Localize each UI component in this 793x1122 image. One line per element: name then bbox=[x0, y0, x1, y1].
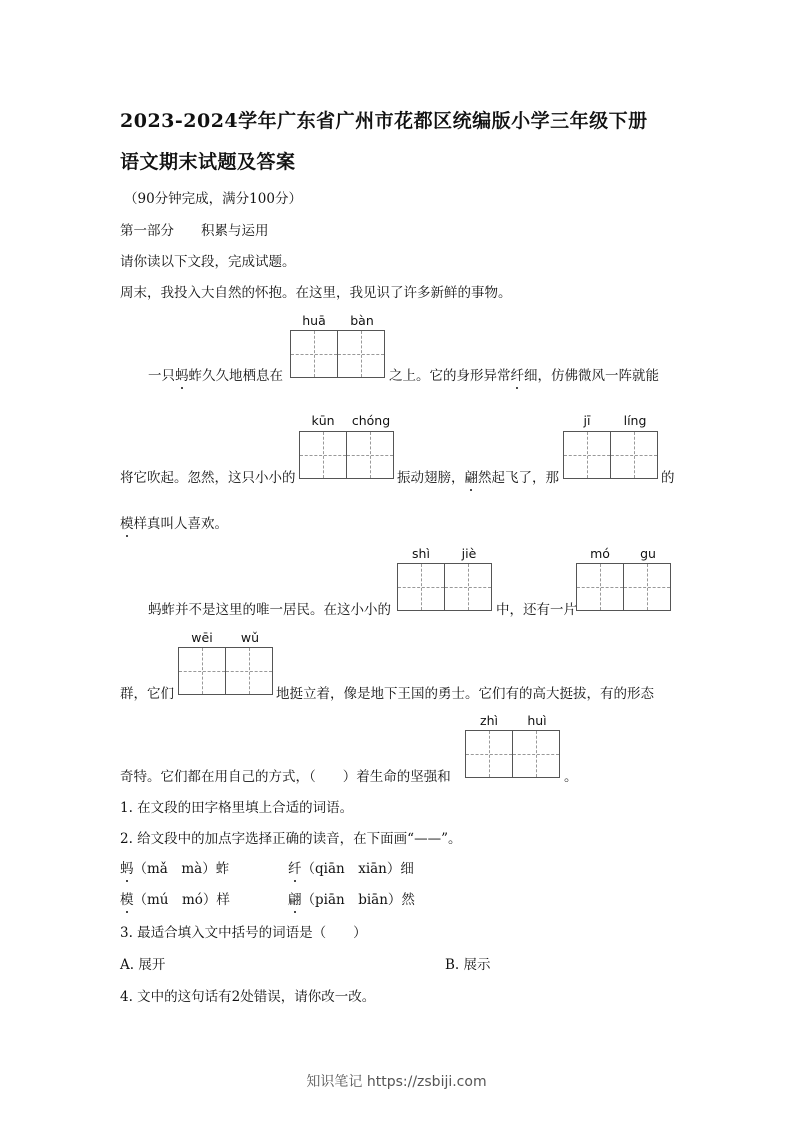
question-3-option-b: B. 展示 bbox=[445, 957, 491, 973]
passage-line-a: 一只蚂蚱久久地栖息在 bbox=[148, 364, 283, 384]
footer-watermark: 知识笔记 https://zsbiji.com bbox=[306, 1074, 487, 1090]
tianzige-cell[interactable] bbox=[346, 431, 394, 479]
section-heading: 第一部分 积累与运用 bbox=[120, 223, 269, 239]
dotted-char-ma: 蚂 bbox=[175, 364, 189, 384]
tianzige-cell[interactable] bbox=[225, 647, 273, 695]
question-4: 4. 文中的这句话有2处错误，请你改一改。 bbox=[120, 989, 376, 1005]
passage-line-d2: 中，还有一片 bbox=[496, 602, 577, 618]
tianzige-cell[interactable] bbox=[444, 563, 492, 611]
tianzige-cell[interactable] bbox=[465, 730, 513, 778]
question-3-option-a: A. 展开 bbox=[120, 957, 166, 973]
tianzige-cell[interactable] bbox=[299, 431, 347, 479]
tianzige-cell[interactable] bbox=[178, 647, 226, 695]
passage-line-b2: 振动翅膀，翩然起飞了，那 bbox=[397, 466, 559, 486]
tianzige-cell[interactable] bbox=[290, 330, 338, 378]
question-1: 1. 在文段的田字格里填上合适的词语。 bbox=[120, 800, 354, 816]
pinyin-huaban: huā bàn bbox=[302, 313, 374, 328]
document-title-line1: 2023-2024学年广东省广州市花都区统编版小学三年级下册 bbox=[120, 110, 648, 132]
tianzige-cell[interactable] bbox=[397, 563, 445, 611]
tianzige-kunchong[interactable] bbox=[299, 431, 394, 479]
tianzige-jiling[interactable] bbox=[563, 431, 658, 479]
tianzige-cell[interactable] bbox=[563, 431, 611, 479]
passage-line-b3: 的 bbox=[661, 470, 675, 486]
exam-duration: （90分钟完成，满分100分） bbox=[124, 191, 302, 207]
question-2: 2. 给文段中的加点字选择正确的读音，在下面画“——”。 bbox=[120, 831, 462, 847]
pinyin-mogu: mó gu bbox=[590, 546, 656, 561]
dotted-char-pian: 翩 bbox=[465, 466, 479, 486]
option-ma: 蚂（mǎ mà）蚱 bbox=[120, 857, 229, 877]
pinyin-kunchong: kūn chóng bbox=[311, 413, 391, 428]
passage-line-e2: 地挺立着，像是地下王国的勇士。它们有的高大挺拔，有的形态 bbox=[276, 686, 654, 702]
passage-line-f1: 奇特。它们都在用自己的方式，（ ）着生命的坚强和 bbox=[120, 769, 451, 785]
dotted-char-qian: 纤 bbox=[511, 364, 525, 384]
pinyin-zhihui: zhì huì bbox=[480, 713, 547, 728]
tianzige-cell[interactable] bbox=[337, 330, 385, 378]
tianzige-huaban[interactable] bbox=[290, 330, 385, 378]
tianzige-cell[interactable] bbox=[576, 563, 624, 611]
tianzige-cell[interactable] bbox=[512, 730, 560, 778]
pinyin-jiling: jī líng bbox=[583, 413, 647, 428]
tianzige-cell[interactable] bbox=[610, 431, 658, 479]
tianzige-weiwu[interactable] bbox=[178, 647, 273, 695]
passage-line-b1: 将它吹起。忽然，这只小小的 bbox=[120, 470, 296, 486]
tianzige-zhihui[interactable] bbox=[465, 730, 560, 778]
option-qian: 纤（qiān xiān）细 bbox=[288, 857, 414, 877]
passage-line-f2: 。 bbox=[564, 769, 578, 785]
tianzige-shijie[interactable] bbox=[397, 563, 492, 611]
pinyin-shijie: shì jiè bbox=[412, 546, 477, 561]
tianzige-cell[interactable] bbox=[623, 563, 671, 611]
passage-line-c: 模样真叫人喜欢。 bbox=[120, 512, 228, 532]
option-pian: 翩（piān biān）然 bbox=[288, 888, 415, 908]
option-mo: 模（mú mó）样 bbox=[120, 888, 230, 908]
pinyin-weiwu: wēi wǔ bbox=[191, 630, 260, 645]
passage-line-a-cont: 之上。它的身形异常纤细，仿佛微风一阵就能 bbox=[389, 364, 659, 384]
paragraph-1: 周末，我投入大自然的怀抱。在这里，我见识了许多新鲜的事物。 bbox=[120, 285, 512, 301]
dotted-char-mo: 模 bbox=[120, 512, 134, 532]
document-title-line2: 语文期末试题及答案 bbox=[120, 151, 296, 173]
passage-line-e1: 群，它们 bbox=[120, 686, 174, 702]
instruction-text: 请你读以下文段，完成试题。 bbox=[120, 254, 296, 270]
passage-line-d1: 蚂蚱并不是这里的唯一居民。在这小小的 bbox=[148, 602, 391, 618]
question-3: 3. 最适合填入文中括号的词语是（ ） bbox=[120, 925, 367, 941]
tianzige-mogu[interactable] bbox=[576, 563, 671, 611]
